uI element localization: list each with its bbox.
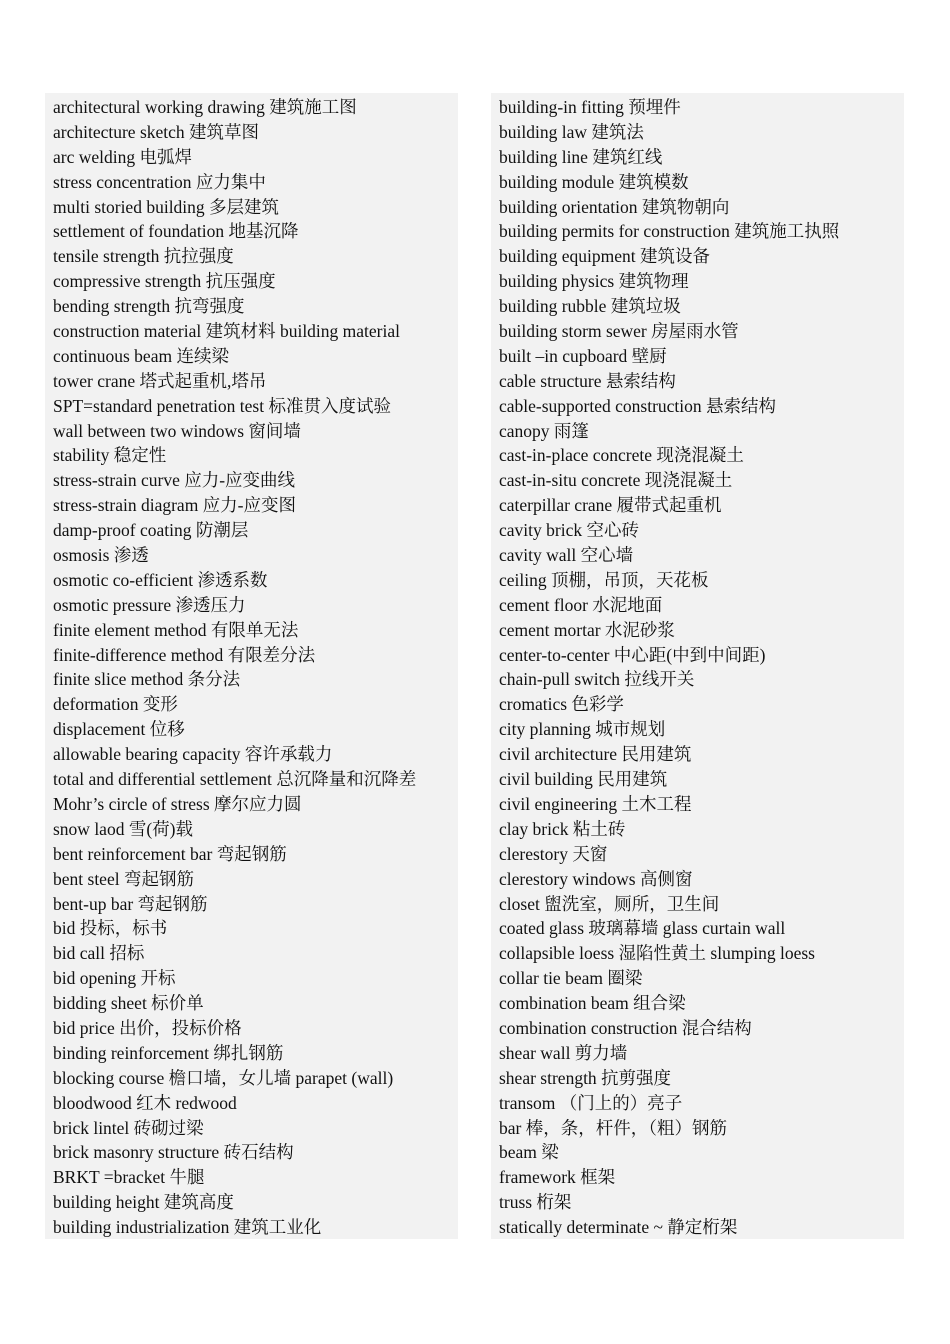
- glossary-entry: building height 建筑高度: [53, 1192, 234, 1213]
- glossary-entry: Mohr’s circle of stress 摩尔应力圆: [53, 793, 302, 814]
- glossary-entry: stress-strain curve 应力-应变曲线: [53, 470, 296, 491]
- glossary-entry: collapsible loess 湿陷性黄土 slumping loess: [499, 943, 815, 964]
- glossary-entry: clerestory windows 高侧窗: [499, 868, 693, 889]
- glossary-entry: shear strength 抗剪强度: [499, 1067, 672, 1088]
- glossary-entry: collar tie beam 圈梁: [499, 968, 643, 989]
- glossary-entry: stability 稳定性: [53, 445, 167, 466]
- glossary-entry: building line 建筑红线: [499, 146, 663, 167]
- glossary-entry: bid 投标，标书: [53, 918, 168, 939]
- glossary-entry: building-in fitting 预埋件: [499, 97, 681, 117]
- glossary-entry: SPT=standard penetration test 标准贯入度试验: [53, 395, 391, 416]
- glossary-entry: bending strength 抗弯强度: [53, 296, 245, 317]
- glossary-entry: architectural working drawing 建筑施工图: [53, 97, 357, 117]
- glossary-entry: finite element method 有限单无法: [53, 619, 299, 640]
- glossary-entry: snow laod 雪(荷)载: [53, 818, 193, 839]
- glossary-entry: total and differential settlement 总沉降量和沉降差: [53, 769, 417, 790]
- glossary-entry: built –in cupboard 壁厨: [499, 345, 667, 366]
- glossary-entry: settlement of foundation 地基沉降: [53, 221, 299, 242]
- glossary-entry: civil building 民用建筑: [499, 769, 668, 790]
- glossary-entry: osmotic co-efficient 渗透系数: [53, 569, 268, 590]
- glossary-entry: closet 盥洗室，厕所，卫生间: [499, 893, 720, 914]
- glossary-entry: combination construction 混合结构: [499, 1017, 752, 1038]
- glossary-entry: clerestory 天窗: [499, 843, 608, 864]
- glossary-entry: cable-supported construction 悬索结构: [499, 395, 777, 416]
- glossary-entry: building orientation 建筑物朝向: [499, 196, 730, 217]
- glossary-entry: finite slice method 条分法: [53, 669, 241, 690]
- glossary-entry: civil architecture 民用建筑: [499, 744, 692, 765]
- glossary-entry: allowable bearing capacity 容许承载力: [53, 744, 333, 765]
- glossary-entry: tensile strength 抗拉强度: [53, 246, 234, 267]
- glossary-entry: building module 建筑模数: [499, 171, 689, 192]
- glossary-entry: brick lintel 砖砌过梁: [53, 1117, 204, 1138]
- glossary-entry: center-to-center 中心距(中到中间距): [499, 644, 766, 665]
- glossary-entry: cement mortar 水泥砂浆: [499, 619, 675, 640]
- glossary-entry: architecture sketch 建筑草图: [53, 121, 260, 142]
- glossary-entry: BRKT =bracket 牛腿: [53, 1167, 205, 1188]
- glossary-entry: bloodwood 红木 redwood: [53, 1092, 237, 1113]
- glossary-entry: tower crane 塔式起重机,塔吊: [53, 370, 267, 391]
- glossary-entry: coated glass 玻璃幕墙 glass curtain wall: [499, 918, 786, 939]
- glossary-entry: cromatics 色彩学: [499, 694, 624, 715]
- glossary-entry: bid call 招标: [53, 943, 145, 964]
- glossary-entry: cavity wall 空心墙: [499, 545, 634, 566]
- glossary-entry: bent-up bar 弯起钢筋: [53, 893, 208, 914]
- glossary-entry: city planning 城市规划: [499, 719, 666, 740]
- glossary-entry: bar 棒，条，杆件，（粗）钢筋: [499, 1117, 727, 1138]
- glossary-entry: beam 梁: [499, 1142, 559, 1163]
- glossary-entry: construction material 建筑材料 building material: [53, 321, 401, 342]
- glossary-entry: cable structure 悬索结构: [499, 370, 676, 391]
- glossary-entry: bid opening 开标: [53, 968, 176, 989]
- glossary-entry: deformation 变形: [53, 694, 178, 715]
- glossary-entry: truss 桁架: [499, 1192, 572, 1213]
- glossary-entry: binding reinforcement 绑扎钢筋: [53, 1042, 284, 1063]
- glossary-entry: building physics 建筑物理: [499, 271, 689, 292]
- glossary-entry: statically determinate ~ 静定桁架: [499, 1217, 738, 1238]
- glossary-entry: clay brick 粘土砖: [499, 818, 626, 839]
- glossary-entry: canopy 雨篷: [499, 420, 589, 441]
- glossary-entry: osmosis 渗透: [53, 545, 149, 566]
- glossary-entry: displacement 位移: [53, 719, 185, 740]
- glossary-entry: building storm sewer 房屋雨水管: [499, 321, 739, 342]
- glossary-entry: building industrialization 建筑工业化: [53, 1217, 322, 1238]
- glossary-entry: damp-proof coating 防潮层: [53, 520, 249, 541]
- glossary-entry: cast-in-situ concrete 现浇混凝土: [499, 470, 733, 491]
- glossary-entry: bidding sheet 标价单: [53, 993, 204, 1014]
- glossary-entry: arc welding 电弧焊: [53, 146, 192, 167]
- glossary-entry: framework 框架: [499, 1167, 616, 1188]
- glossary-entry: finite-difference method 有限差分法: [53, 644, 316, 665]
- glossary-entry: bid price 出价，投标价格: [53, 1017, 242, 1038]
- glossary-entry: multi storied building 多层建筑: [53, 196, 280, 217]
- glossary-entry: building permits for construction 建筑施工执照: [499, 221, 840, 242]
- glossary-entry: osmotic pressure 渗透压力: [53, 594, 246, 615]
- glossary-entry: bent reinforcement bar 弯起钢筋: [53, 843, 287, 864]
- glossary-entry: shear wall 剪力墙: [499, 1042, 628, 1063]
- glossary-entry: cavity brick 空心砖: [499, 520, 639, 541]
- glossary-column-right: [491, 93, 904, 1239]
- glossary-entry: chain-pull switch 拉线开关: [499, 669, 695, 690]
- glossary-entry: compressive strength 抗压强度: [53, 271, 276, 292]
- glossary-entry: ceiling 顶棚，吊顶，天花板: [499, 569, 709, 590]
- glossary-entry: continuous beam 连续梁: [53, 345, 229, 366]
- glossary-entry: brick masonry structure 砖石结构: [53, 1142, 294, 1163]
- glossary-entry: civil engineering 土木工程: [499, 793, 692, 814]
- glossary-entry: wall between two windows 窗间墙: [53, 420, 301, 441]
- glossary-entry: building equipment 建筑设备: [499, 246, 710, 267]
- glossary-entry: combination beam 组合梁: [499, 993, 686, 1014]
- glossary-entry: cement floor 水泥地面: [499, 594, 663, 615]
- glossary-entry: stress-strain diagram 应力-应变图: [53, 495, 297, 516]
- glossary-entry: building rubble 建筑垃圾: [499, 296, 681, 317]
- glossary-entry: caterpillar crane 履带式起重机: [499, 495, 722, 516]
- glossary-column-left: [45, 93, 458, 1239]
- glossary-entry: building law 建筑法: [499, 121, 644, 142]
- glossary-entry: blocking course 檐口墙，女儿墙 parapet (wall): [53, 1067, 394, 1088]
- glossary-entry: transom （门上的）亮子: [499, 1092, 683, 1113]
- glossary-entry: bent steel 弯起钢筋: [53, 868, 194, 889]
- glossary-entry: stress concentration 应力集中: [53, 171, 266, 192]
- glossary-entry: cast-in-place concrete 现浇混凝土: [499, 445, 744, 466]
